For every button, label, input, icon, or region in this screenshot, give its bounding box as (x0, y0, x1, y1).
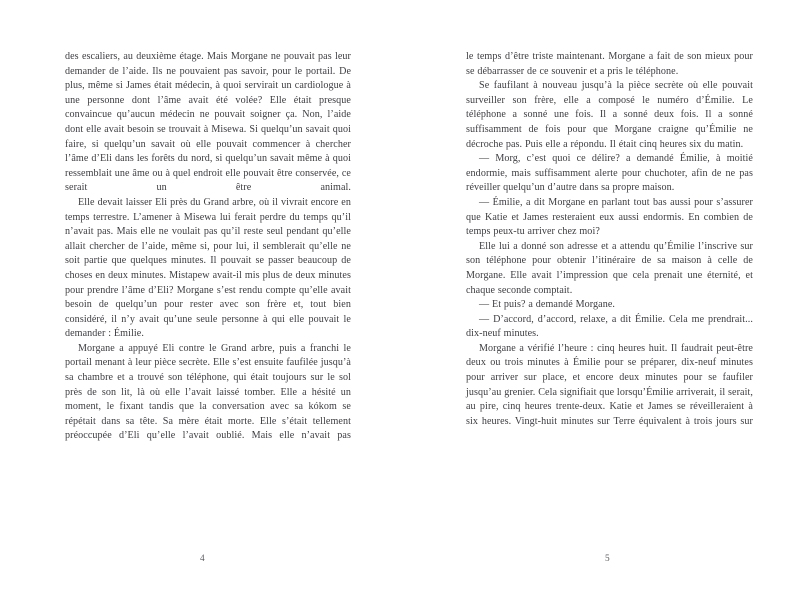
paragraph: — Morg, c’est quoi ce délire? a demandé Émilie, à moitié endormie, mais suffisamment alerte pour chuchoter, afin de ne pas réveiller quelqu’un d’autre dans sa propre maison. (466, 153, 753, 194)
page-number-right: 5 (605, 554, 610, 564)
paragraph: Morgane a appuyé Eli contre le Grand arbre, puis a franchi le portail menant à leur pièce secrète. Elle s’est ensuite faufilée jusqu’à sa chambre et a trouvé son téléphone, qui était toujours sur le sol près de son lit, là où elle l’avait laissé tomber. Elle a hésité un moment, le fixant tandis que la conversation avec sa kókom se répétait dans sa tête. Sa mère était morte. Elle s’était tellement préoccupée d’Eli qu’elle l’avait oublié. Mais elle n’avait pas (65, 342, 351, 442)
paragraph: Elle lui a donné son adresse et a attendu qu’Émilie l’inscrive sur son téléphone pour obtenir l’itinéraire de sa maison à celle de Morgane. Elle avait l’impression que cela prenait une éternité, et chaque seconde comptait. (466, 240, 753, 296)
left-page-text-column (65, 50, 351, 444)
paragraph: Se faufilant à nouveau jusqu’à la pièce secrète où elle pouvait surveiller son frère, elle a composé le numéro d’Émilie. Le téléphone a sonné une fois. Il a sonné deux fois. Il a sonné suffisamment de fois pour que Morgane craigne qu’Émilie ne décroche pas. Puis elle a répondu. Il était cinq heures six du matin. (466, 80, 753, 150)
paragraph: — Et puis? a demandé Morgane. (479, 299, 615, 311)
paragraph: des escaliers, au deuxième étage. Mais Morgane ne pouvait pas leur demander de l’aide. Ils ne pouvaient pas savoir, pour le portail. De plus, même si James était médecin, à quoi servirait un cardiologue à une personne dont l’âme avait été volée? Elle était presque convaincue qu’aucun médecin ne pouvait soigner ça. Non, l’aide dont elle avait besoin se trouvait à Misewa. Si quelqu’un savait quoi faire, si quelqu’un savait où elle pouvait commencer à chercher l’âme d’Eli dans les forêts du nord, si quelqu’un savait même à quoi ressemblait une âme ou à quel endroit elle pouvait être conservée, ce serait un être animal. (65, 51, 351, 194)
paragraph: — D’accord, d’accord, relaxe, a dit Émilie. Cela me prendrait... dix-neuf minutes. (466, 313, 753, 340)
paragraph: — Émilie, a dit Morgane en parlant tout bas aussi pour s’assurer que Katie et James resteraient eux aussi endormis. En combien de temps peux-tu arriver chez moi? (466, 196, 753, 238)
paragraph: Elle devait laisser Eli près du Grand arbre, où il vivrait encore en temps terrestre. L’amener à Misewa lui ferait perdre du temps qu’il n’avait pas. Mais elle ne voulait pas qu’il reste seul pendant qu’elle allait chercher de l’aide, même si, pour lui, il semblerait qu’elle ne soit partie que quelques minutes. Il pouvait se passer beaucoup de choses en deux minutes. Mistapew avait-il mis plus de deux minutes pour prendre l’âme d’Eli? Morgane s’est rendu compte qu’elle avait besoin de quelqu’un pour rester avec son frère et, tout bien considéré, il n’y avait qu’une seule personne à qui elle pouvait le demander : Émilie. (65, 196, 351, 340)
page-number-left: 4 (200, 554, 205, 564)
paragraph: le temps d’être triste maintenant. Morgane a fait de son mieux pour se débarrasser de ce souvenir et a pris le téléphone. (466, 51, 753, 77)
page-right (405, 0, 810, 608)
paragraph: Morgane a vérifié l’heure : cinq heures huit. Il faudrait peut-être deux ou trois minutes à Émilie pour se préparer, dix-neuf minutes pour arriver sur place, et encore deux minutes pour se faufiler jusqu’au grenier. Cela signifiait que lorsqu’Émilie arriverait, il serait, au pire, cinq heures trente-deux. Katie et James se réveilleraient à six heures. Vingt-huit minutes sur Terre équivalent à trois jours sur (466, 342, 753, 427)
right-page-text-column (466, 50, 753, 429)
